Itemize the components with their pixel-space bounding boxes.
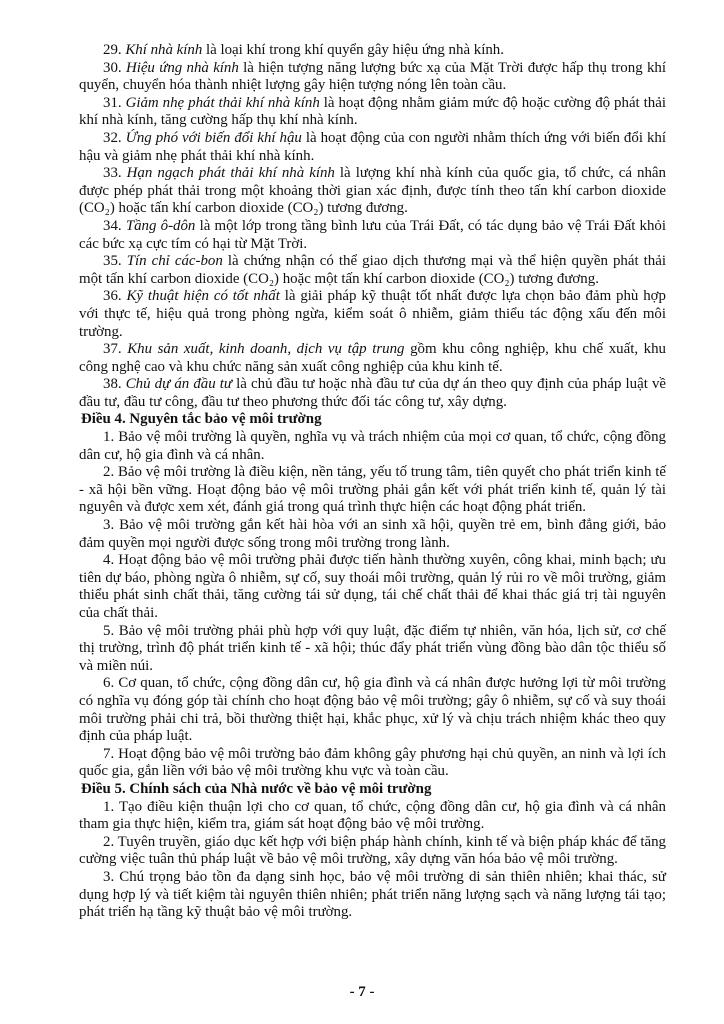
defined-term: Kỹ thuật hiện có tốt nhất (126, 288, 280, 305)
paragraph-text: là chứng nhận có thể giao dịch thương mại và thể hiện quyền phát thải một tấn khí carbon dioxide (CO₂) hoặc một tấn khí carbon dioxide (CO₂) tương đương. (79, 253, 666, 287)
paragraph-text: 3. Bảo vệ môi trường gắn kết hài hòa với an sinh xã hội, quyền trẻ em, bình đẳng giới, bảo đảm quyền mọi người được sống trong môi trường trong lành. (79, 517, 666, 551)
paragraph (79, 288, 666, 341)
document-body (79, 42, 666, 922)
paragraph (79, 253, 666, 288)
item-number: 32. (103, 129, 126, 146)
defined-term: Tầng ô-dôn (125, 217, 196, 234)
defined-term: Ứng phó với biến đổi khí hậu (125, 129, 302, 146)
paragraph-text: là hoạt động của con người nhằm thích ứng với biến đổi khí hậu và giảm nhẹ phát thải khí nhà kính. (79, 129, 666, 164)
paragraph (79, 834, 666, 869)
paragraph (79, 42, 666, 60)
paragraph-text: 5. Bảo vệ môi trường phải phù hợp với quy luật, đặc điểm tự nhiên, văn hóa, lịch sử, cơ chế thị trường, trình độ phát triển kinh tế - xã hội; thúc đẩy phát triển vùng đồng bào dân tộc thiểu số và miền núi. (79, 622, 666, 674)
paragraph-text: là chủ đầu tư hoặc nhà đầu tư của dự án theo quy định của pháp luật về đầu tư, đầu tư công, đầu tư theo phương thức đối tác công tư, xây dựng. (79, 376, 667, 410)
defined-term: Giảm nhẹ phát thải khí nhà kính (125, 94, 320, 111)
item-number: 33. (103, 165, 127, 182)
paragraph (79, 376, 666, 411)
paragraph-text: 4. Hoạt động bảo vệ môi trường phải được tiến hành thường xuyên, công khai, minh bạch; ưu tiên dự báo, phòng ngừa ô nhiễm, sự cố, suy thoái môi trường, quản lý rủi ro về môi trường, giảm thiểu phát sinh chất thải, tăng cường tái sử dụng, tái chế chất thải để khai thác giá trị tài nguyên của chất thải. (79, 552, 666, 621)
paragraph (79, 869, 666, 922)
paragraph (79, 464, 666, 517)
paragraph (79, 218, 666, 253)
item-number: 31. (103, 94, 126, 111)
paragraph-text: là hoạt động nhằm giảm mức độ hoặc cường độ phát thải khí nhà kính, tăng cường hấp thụ khí nhà kính. (79, 94, 666, 129)
paragraph-text: 1. Tạo điều kiện thuận lợi cho cơ quan, tổ chức, cộng đồng dân cư, hộ gia đình và cá nhân tham gia thực hiện, kiểm tra, giám sát hoạt động bảo vệ môi trường. (79, 798, 666, 833)
item-number: 30. (103, 59, 126, 76)
paragraph-text: 7. Hoạt động bảo vệ môi trường bảo đảm không gây phương hại chủ quyền, an ninh và lợi ích quốc gia, gắn liền với bảo vệ môi trường khu vực và toàn cầu. (79, 745, 666, 780)
defined-term: Chủ dự án đầu tư (125, 376, 233, 393)
paragraph-text: 2. Bảo vệ môi trường là điều kiện, nền tảng, yếu tố trung tâm, tiên quyết cho phát triển kinh tế - xã hội bền vững. Hoạt động bảo vệ môi trường phải gắn kết với phát triển kinh tế, quản lý tài nguyên và được xem xét, đánh giá trong quá trình thực hiện các hoạt động phát triển. (79, 464, 666, 516)
item-number: 37. (103, 341, 128, 358)
paragraph-text: gồm khu công nghiệp, khu chế xuất, khu công nghệ cao và khu chức năng sản xuất công nghiệp của khu kinh tế. (79, 341, 666, 375)
defined-term: Khu sản xuất, kinh doanh, dịch vụ tập trung (127, 341, 405, 358)
paragraph (79, 517, 666, 552)
item-number: 36. (103, 288, 127, 305)
defined-term: Tín chỉ các-bon (126, 253, 223, 270)
paragraph (79, 165, 666, 218)
paragraph (79, 675, 666, 745)
paragraph (79, 60, 666, 95)
paragraph-text: 2. Tuyên truyền, giáo dục kết hợp với biện pháp hành chính, kinh tế và biện pháp khác để tăng cường việc tuân thủ pháp luật về bảo vệ môi trường, xây dựng văn hóa bảo vệ môi trường. (79, 833, 666, 868)
paragraph (79, 341, 666, 376)
paragraph (79, 623, 666, 676)
paragraph-text: là hiện tượng năng lượng bức xạ của Mặt Trời được hấp thụ trong khí quyển, chuyển hóa thành nhiệt lượng gây hiện tượng nóng lên toàn cầu. (79, 59, 666, 94)
paragraph-text: là loại khí trong khí quyển gây hiệu ứng nhà kính. (202, 42, 504, 58)
item-number: 34. (103, 217, 126, 234)
paragraph-text: là một lớp trong tầng bình lưu của Trái Đất, có tác dụng bảo vệ Trái Đất khỏi các bức xạ cực tím có hại từ Mặt Trời. (79, 217, 666, 252)
item-number: 29. (103, 42, 126, 58)
paragraph (79, 130, 666, 165)
item-number: 38. (103, 376, 126, 393)
heading-text: Điều 4. Nguyên tắc bảo vệ môi trường (81, 411, 322, 428)
paragraph-text: là lượng khí nhà kính của quốc gia, tổ chức, cá nhân được phép phát thải trong một khoảng thời gian xác định, được tính theo tấn khí carbon dioxide (CO₂) hoặc tấn khí carbon dioxide (CO₂) tương đương. (79, 165, 666, 217)
paragraph (79, 799, 666, 834)
paragraph-text: 1. Bảo vệ môi trường là quyền, nghĩa vụ và trách nhiệm của mọi cơ quan, tổ chức, cộng đồng dân cư, hộ gia đình và cá nhân. (79, 429, 666, 463)
defined-term: Hiệu ứng nhà kính (125, 59, 239, 76)
article-heading (79, 411, 666, 429)
paragraph-text: 6. Cơ quan, tổ chức, cộng đồng dân cư, hộ gia đình và cá nhân được hưởng lợi từ môi trường có nghĩa vụ đóng góp tài chính cho hoạt động bảo vệ môi trường; gây ô nhiễm, sự cố và suy thoái môi trường phải chi trả, bồi thường thiệt hại, khắc phục, xử lý và chịu trách nhiệm khác theo quy định của pháp luật. (79, 675, 666, 745)
paragraph (79, 95, 666, 130)
paragraph-text: là giải pháp kỹ thuật tốt nhất được lựa chọn bảo đảm phù hợp với thực tế, hiệu quả trong phòng ngừa, kiểm soát ô nhiễm, giảm thiểu tác động xấu đến môi trường. (79, 288, 666, 340)
page-number: - 7 - (349, 984, 375, 1000)
paragraph (79, 429, 666, 464)
paragraph (79, 746, 666, 781)
paragraph-text: 3. Chú trọng bảo tồn đa dạng sinh học, bảo vệ môi trường di sản thiên nhiên; khai thác, sử dụng hợp lý và tiết kiệm tài nguyên thiên nhiên; phát triển năng lượng sạch và năng lượng tái tạo; phát triển hạ tầng kỹ thuật bảo vệ môi trường. (79, 868, 666, 921)
paragraph (79, 552, 666, 622)
defined-term: Khí nhà kính (125, 42, 203, 58)
item-number: 35. (103, 253, 127, 270)
article-heading (79, 781, 666, 799)
heading-text: Điều 5. Chính sách của Nhà nước về bảo vệ môi trường (81, 780, 432, 797)
defined-term: Hạn ngạch phát thải khí nhà kính (126, 165, 335, 182)
